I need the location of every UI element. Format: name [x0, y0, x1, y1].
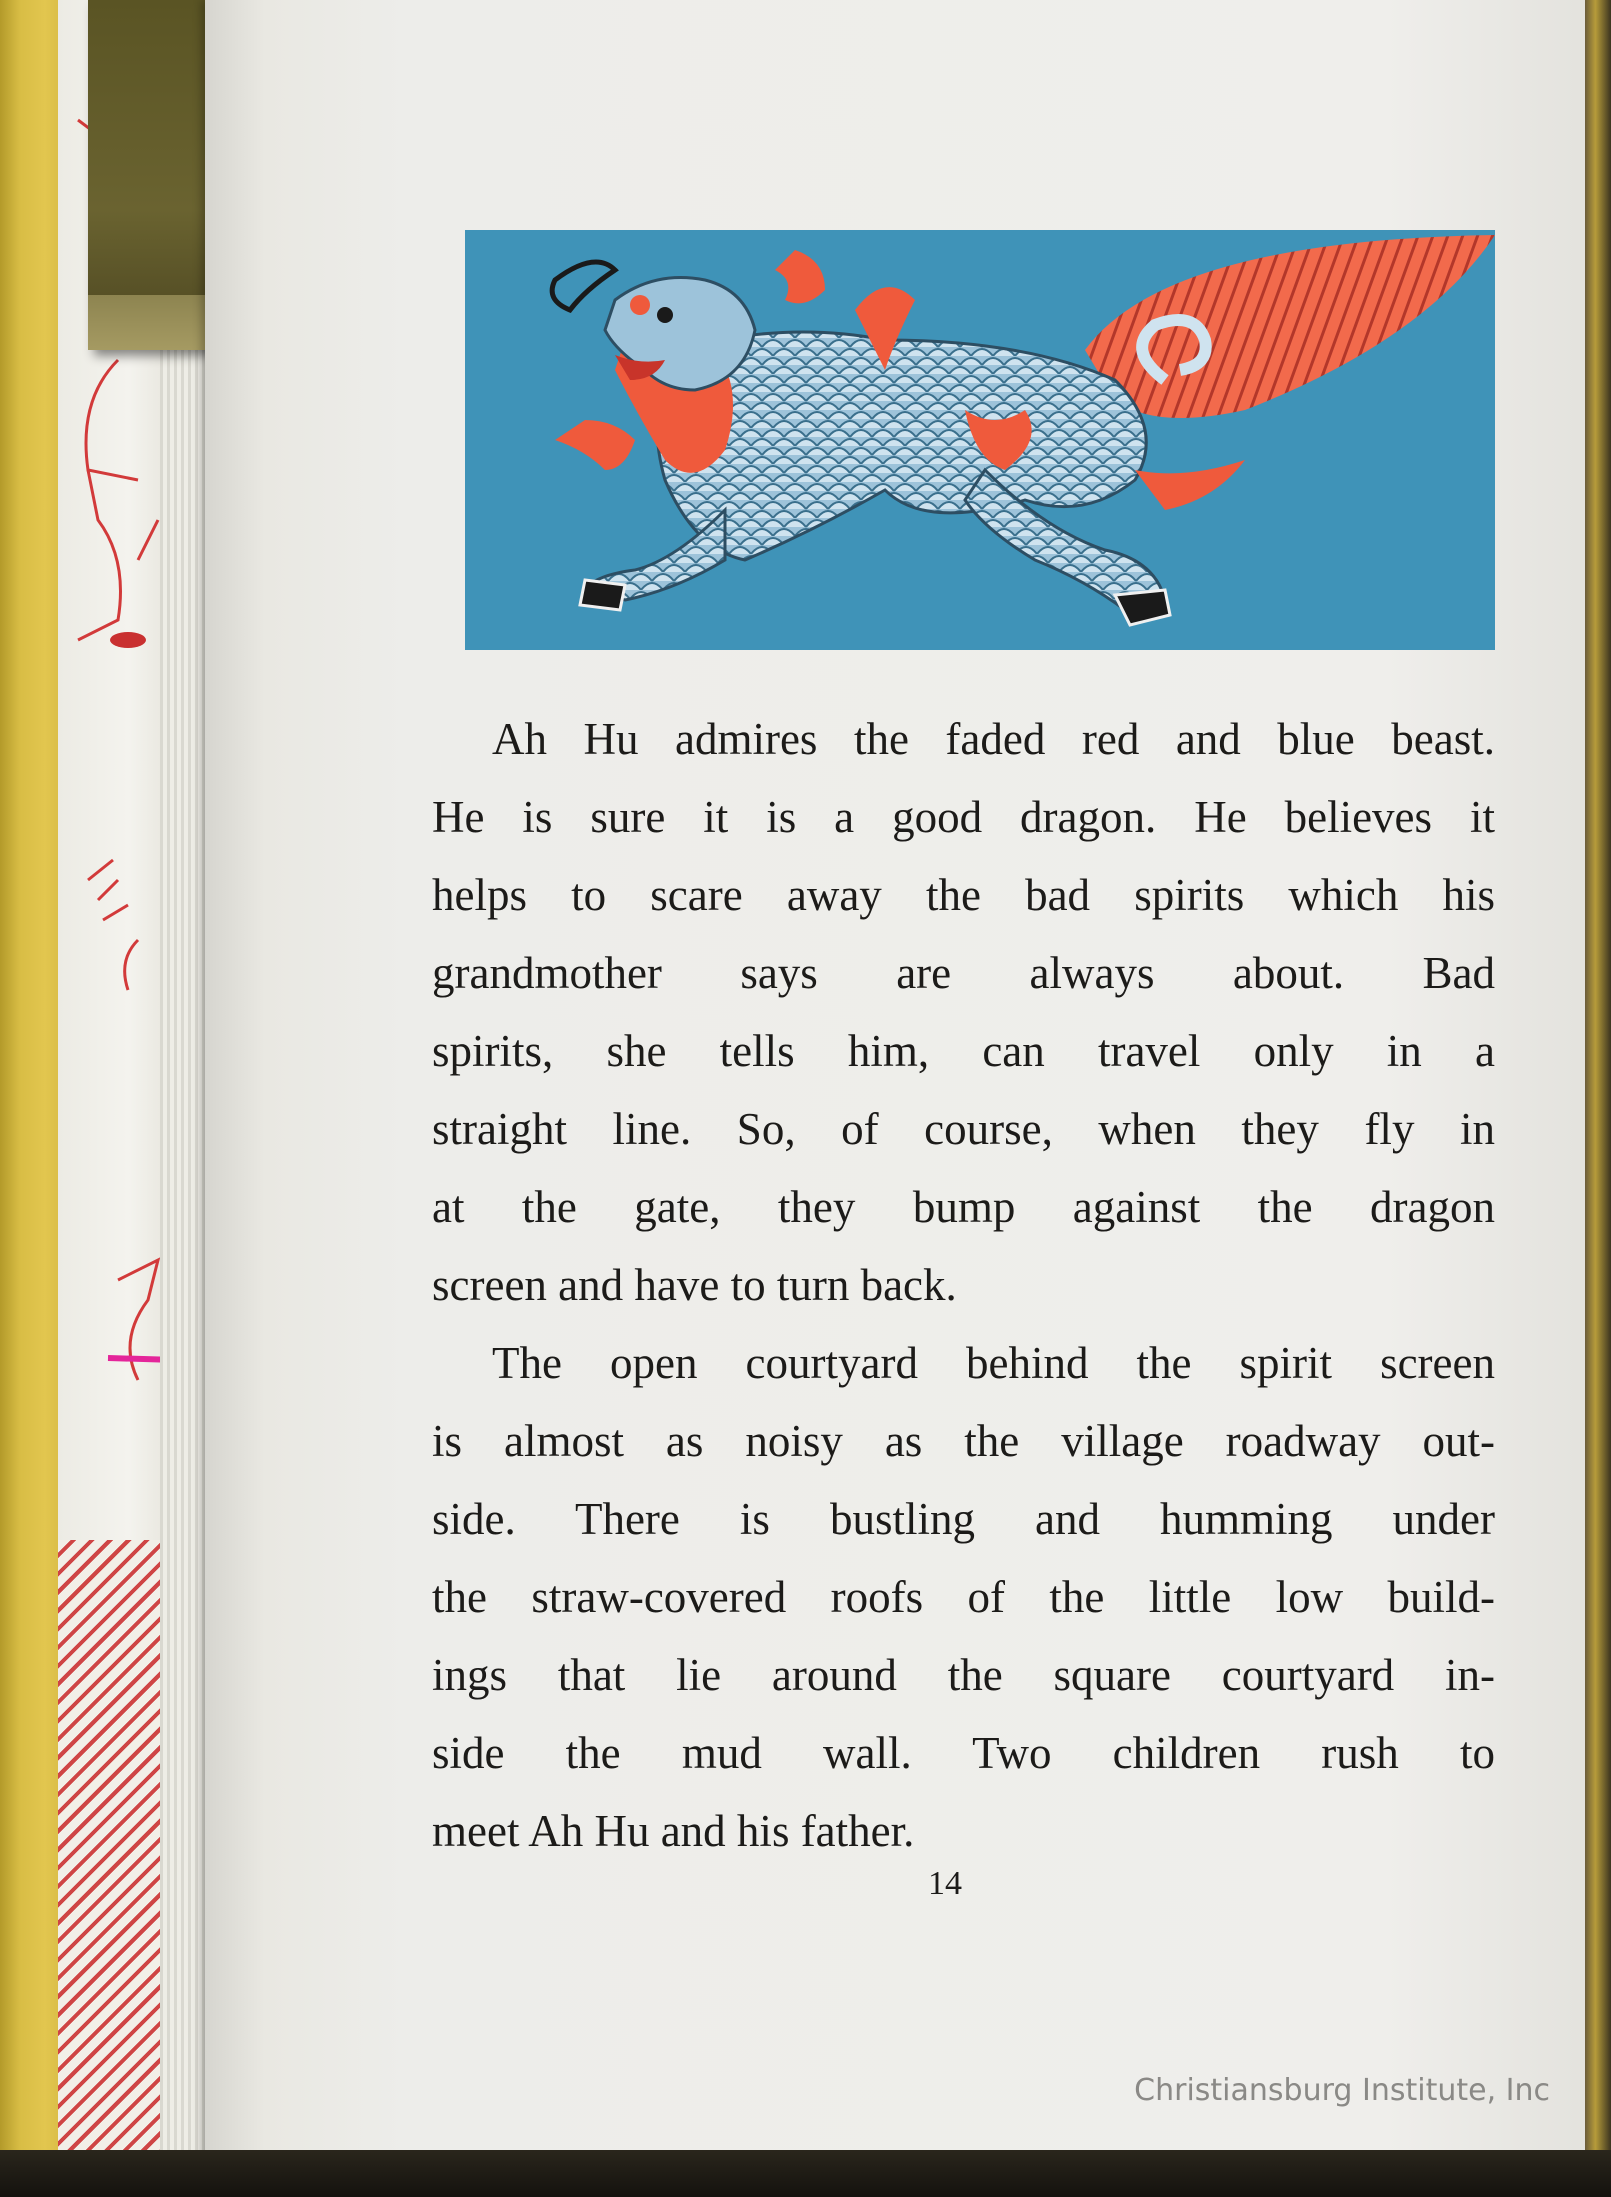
bottom-shadow: [0, 2150, 1611, 2197]
text-line: spirits, she tells him, can travel only in a: [432, 1026, 1495, 1076]
text-line: He is sure it is a good dragon. He believes it: [432, 792, 1495, 842]
text-line: at the gate, they bump against the dragon: [432, 1182, 1495, 1232]
text-line: meet Ah Hu and his father.: [432, 1806, 915, 1856]
text-line: helps to scare away the bad spirits which his: [432, 870, 1495, 920]
body-text: [432, 700, 1495, 1870]
striped-illustration: [58, 1540, 176, 2150]
text-line: is almost as noisy as the village roadway out-: [432, 1416, 1495, 1466]
text-line: side. There is bustling and humming under: [432, 1494, 1495, 1544]
text-line: The open courtyard behind the spirit screen: [492, 1338, 1495, 1388]
text-line: grandmother says are always about. Bad: [432, 948, 1495, 998]
paragraph-2: [432, 1324, 1495, 1870]
text-line: screen and have to turn back.: [432, 1260, 957, 1310]
text-line: side the mud wall. Two children rush to: [432, 1728, 1495, 1778]
text-line: straight line. So, of course, when they fly in: [432, 1104, 1495, 1154]
paragraph-1: [432, 700, 1495, 1324]
page-edge: [1585, 0, 1611, 2197]
text-line: ings that lie around the square courtyard in-: [432, 1650, 1495, 1700]
text-line: Ah Hu admires the faded red and blue beast.: [492, 714, 1495, 764]
page-number: 14: [928, 1865, 962, 1902]
dragon-illustration-icon: [465, 230, 1495, 650]
watermark: Christiansburg Institute, Inc: [1134, 2073, 1550, 2108]
dragon-illustration: [465, 230, 1495, 650]
text-line: the straw-covered roofs of the little low build-: [432, 1572, 1495, 1622]
